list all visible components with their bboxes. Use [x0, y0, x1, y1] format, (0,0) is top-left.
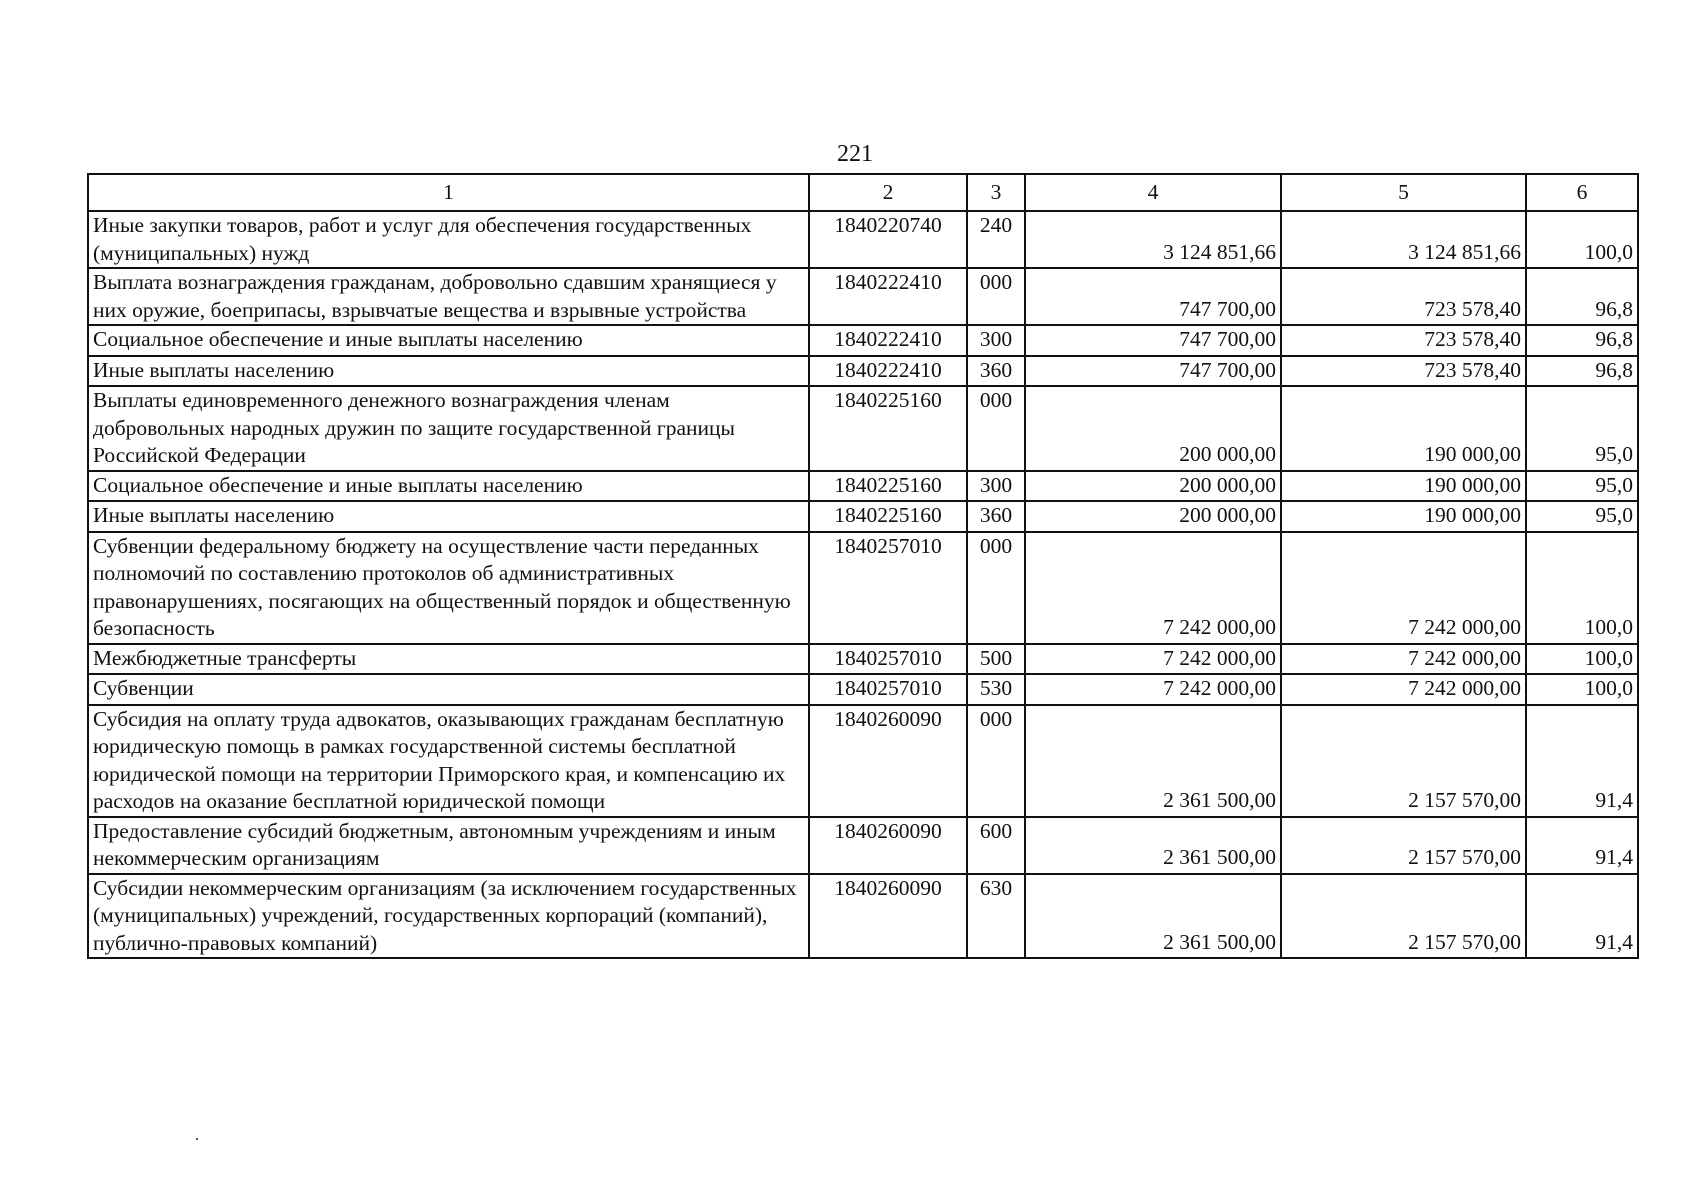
row-actual-amount-cell-value: 2 157 570,00	[1408, 929, 1521, 954]
row-plan-amount-cell	[1025, 386, 1281, 471]
row-percent-cell	[1526, 356, 1638, 387]
header-cell-4: 4	[1025, 174, 1281, 211]
row-name-cell: Межбюджетные трансферты	[88, 644, 809, 675]
row-actual-amount-cell-value: 723 578,40	[1424, 327, 1521, 351]
row-code-cell: 1840220740	[809, 211, 967, 268]
row-percent-cell	[1526, 501, 1638, 532]
row-percent-cell	[1526, 325, 1638, 356]
scan-speck	[196, 1138, 198, 1140]
row-code-cell: 1840225160	[809, 471, 967, 502]
table-row	[88, 674, 1638, 705]
table-row	[88, 705, 1638, 817]
row-plan-amount-cell-value: 747 700,00	[1179, 357, 1276, 382]
table-row	[88, 386, 1638, 471]
row-plan-amount-cell-value: 2 361 500,00	[1163, 845, 1276, 869]
row-actual-amount-cell	[1281, 705, 1526, 817]
row-actual-amount-cell-value: 190 000,00	[1424, 503, 1521, 527]
row-code-cell: 1840257010	[809, 644, 967, 675]
row-actual-amount-cell-value: 2 157 570,00	[1408, 845, 1521, 869]
page-number: 221	[837, 141, 873, 167]
header-cell-5: 5	[1281, 174, 1526, 211]
row-percent-cell-value: 95,0	[1595, 442, 1633, 466]
row-actual-amount-cell-value: 190 000,00	[1424, 472, 1521, 497]
row-actual-amount-cell	[1281, 325, 1526, 356]
row-actual-amount-cell-value: 723 578,40	[1424, 296, 1521, 321]
row-plan-amount-cell-value: 200 000,00	[1179, 503, 1276, 527]
row-type-cell: 500	[967, 644, 1025, 675]
row-actual-amount-cell-value: 7 242 000,00	[1408, 676, 1521, 700]
row-code-cell: 1840257010	[809, 674, 967, 705]
row-percent-cell-value: 100,0	[1584, 676, 1633, 700]
table-row	[88, 325, 1638, 356]
row-type-cell: 240	[967, 211, 1025, 268]
row-type-cell: 360	[967, 501, 1025, 532]
table-row	[88, 268, 1638, 325]
row-actual-amount-cell	[1281, 644, 1526, 675]
row-plan-amount-cell	[1025, 674, 1281, 705]
header-cell-6: 6	[1526, 174, 1638, 211]
row-percent-cell	[1526, 674, 1638, 705]
row-percent-cell-value: 100,0	[1584, 645, 1633, 670]
row-name-cell: Выплаты единовременного денежного вознаграждения членам добровольных народных дружин по защите государственной границы Российской Федерации	[88, 386, 809, 471]
row-percent-cell	[1526, 532, 1638, 644]
row-actual-amount-cell	[1281, 501, 1526, 532]
row-code-cell: 1840260090	[809, 874, 967, 959]
row-percent-cell	[1526, 471, 1638, 502]
row-name-cell: Выплата вознаграждения гражданам, добровольно сдавшим хранящиеся у них оружие, боеприпасы, взрывчатые вещества и взрывные устройства	[88, 268, 809, 325]
row-plan-amount-cell	[1025, 644, 1281, 675]
row-type-cell: 000	[967, 386, 1025, 471]
row-plan-amount-cell-value: 200 000,00	[1179, 442, 1276, 466]
row-code-cell: 1840222410	[809, 268, 967, 325]
row-plan-amount-cell-value: 2 361 500,00	[1163, 788, 1276, 812]
row-actual-amount-cell	[1281, 817, 1526, 874]
table-row	[88, 817, 1638, 874]
row-percent-cell-value: 96,8	[1595, 357, 1633, 382]
row-type-cell: 630	[967, 874, 1025, 959]
row-actual-amount-cell	[1281, 356, 1526, 387]
row-plan-amount-cell-value: 3 124 851,66	[1163, 239, 1276, 264]
row-plan-amount-cell-value: 7 242 000,00	[1163, 676, 1276, 700]
row-percent-cell	[1526, 268, 1638, 325]
row-name-cell: Иные выплаты населению	[88, 501, 809, 532]
row-plan-amount-cell	[1025, 874, 1281, 959]
table-body	[88, 174, 1638, 958]
row-actual-amount-cell	[1281, 874, 1526, 959]
row-name-cell: Предоставление субсидий бюджетным, автономным учреждениям и иным некоммерческим организациям	[88, 817, 809, 874]
header-cell-1: 1	[88, 174, 809, 211]
row-actual-amount-cell	[1281, 268, 1526, 325]
row-code-cell: 1840260090	[809, 705, 967, 817]
row-name-cell: Иные выплаты населению	[88, 356, 809, 387]
row-actual-amount-cell	[1281, 471, 1526, 502]
row-plan-amount-cell	[1025, 501, 1281, 532]
row-actual-amount-cell	[1281, 674, 1526, 705]
row-code-cell: 1840225160	[809, 386, 967, 471]
row-name-cell: Субвенции	[88, 674, 809, 705]
row-plan-amount-cell	[1025, 356, 1281, 387]
row-percent-cell-value: 95,0	[1595, 472, 1633, 497]
row-type-cell: 000	[967, 532, 1025, 644]
row-name-cell: Социальное обеспечение и иные выплаты населению	[88, 325, 809, 356]
row-percent-cell-value: 91,4	[1595, 929, 1633, 954]
table-row	[88, 644, 1638, 675]
table-row	[88, 532, 1638, 644]
row-plan-amount-cell	[1025, 705, 1281, 817]
row-percent-cell	[1526, 705, 1638, 817]
row-actual-amount-cell-value: 3 124 851,66	[1408, 239, 1521, 264]
row-code-cell: 1840222410	[809, 325, 967, 356]
row-code-cell: 1840225160	[809, 501, 967, 532]
row-plan-amount-cell	[1025, 211, 1281, 268]
row-actual-amount-cell	[1281, 211, 1526, 268]
row-actual-amount-cell-value: 7 242 000,00	[1408, 615, 1521, 639]
row-name-cell: Субсидия на оплату труда адвокатов, оказывающих гражданам бесплатную юридическую помощь в рамках государственной системы бесплатной юридической помощи на территории Приморского края, и компенсацию их расходов на оказание бесплатной юридической помощи	[88, 705, 809, 817]
row-name-cell: Субсидии некоммерческим организациям (за исключением государственных (муниципальных) учреждений, государственных корпораций (компаний), публично-правовых компаний)	[88, 874, 809, 959]
row-actual-amount-cell	[1281, 532, 1526, 644]
row-plan-amount-cell-value: 2 361 500,00	[1163, 929, 1276, 954]
row-percent-cell	[1526, 644, 1638, 675]
header-cell-2: 2	[809, 174, 967, 211]
row-actual-amount-cell-value: 190 000,00	[1424, 442, 1521, 466]
row-type-cell: 360	[967, 356, 1025, 387]
row-plan-amount-cell-value: 7 242 000,00	[1163, 615, 1276, 639]
row-type-cell: 000	[967, 705, 1025, 817]
row-type-cell: 530	[967, 674, 1025, 705]
row-percent-cell-value: 96,8	[1595, 327, 1633, 351]
row-plan-amount-cell	[1025, 325, 1281, 356]
row-plan-amount-cell	[1025, 532, 1281, 644]
table-row	[88, 471, 1638, 502]
row-actual-amount-cell-value: 723 578,40	[1424, 357, 1521, 382]
row-name-cell: Иные закупки товаров, работ и услуг для обеспечения государственных (муниципальных) нужд	[88, 211, 809, 268]
table-row	[88, 211, 1638, 268]
row-name-cell: Социальное обеспечение и иные выплаты населению	[88, 471, 809, 502]
row-plan-amount-cell-value: 747 700,00	[1179, 327, 1276, 351]
table-row	[88, 356, 1638, 387]
table-row	[88, 501, 1638, 532]
header-row	[88, 174, 1638, 211]
row-actual-amount-cell-value: 2 157 570,00	[1408, 788, 1521, 812]
row-plan-amount-cell-value: 747 700,00	[1179, 296, 1276, 321]
row-percent-cell-value: 91,4	[1595, 845, 1633, 869]
table-row	[88, 874, 1638, 959]
row-code-cell: 1840260090	[809, 817, 967, 874]
budget-table	[87, 173, 1639, 959]
row-percent-cell	[1526, 817, 1638, 874]
row-code-cell: 1840222410	[809, 356, 967, 387]
row-plan-amount-cell-value: 200 000,00	[1179, 472, 1276, 497]
row-percent-cell-value: 96,8	[1595, 296, 1633, 321]
row-type-cell: 300	[967, 325, 1025, 356]
row-plan-amount-cell	[1025, 471, 1281, 502]
row-name-cell: Субвенции федеральному бюджету на осуществление части переданных полномочий по составлению протоколов об административных правонарушениях, посягающих на общественный порядок и общественную безопасность	[88, 532, 809, 644]
header-cell-3: 3	[967, 174, 1025, 211]
row-percent-cell-value: 95,0	[1595, 503, 1633, 527]
row-percent-cell-value: 100,0	[1584, 615, 1633, 639]
row-type-cell: 300	[967, 471, 1025, 502]
row-actual-amount-cell-value: 7 242 000,00	[1408, 645, 1521, 670]
row-percent-cell	[1526, 874, 1638, 959]
row-percent-cell-value: 100,0	[1584, 239, 1633, 264]
row-type-cell: 000	[967, 268, 1025, 325]
row-plan-amount-cell	[1025, 268, 1281, 325]
row-actual-amount-cell	[1281, 386, 1526, 471]
row-code-cell: 1840257010	[809, 532, 967, 644]
row-plan-amount-cell	[1025, 817, 1281, 874]
row-plan-amount-cell-value: 7 242 000,00	[1163, 645, 1276, 670]
row-type-cell: 600	[967, 817, 1025, 874]
row-percent-cell	[1526, 211, 1638, 268]
row-percent-cell	[1526, 386, 1638, 471]
row-percent-cell-value: 91,4	[1595, 788, 1633, 812]
